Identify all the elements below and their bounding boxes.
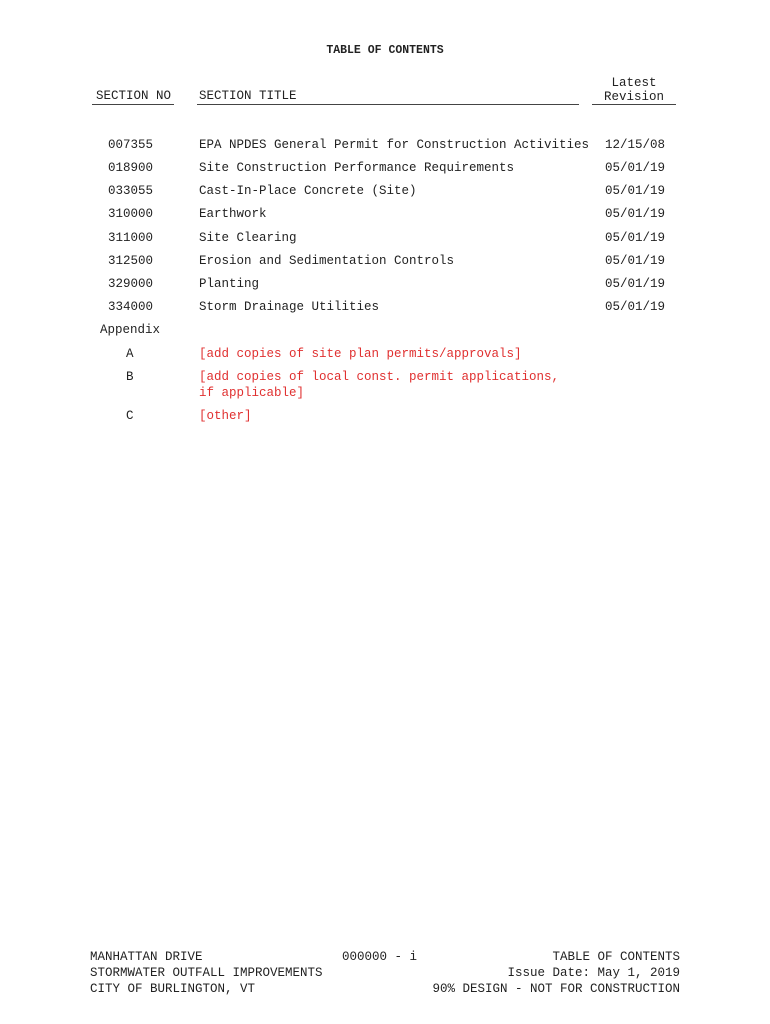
footer-left: [90, 950, 323, 997]
section-revision: 05/01/19: [605, 207, 666, 221]
section-title: Storm Drainage Utilities: [199, 300, 380, 314]
header-underline-section-no: [92, 104, 174, 105]
footer-project-name: MANHATTAN DRIVE: [90, 950, 203, 964]
table-row: [0, 277, 770, 295]
footer-section-name: TABLE OF CONTENTS: [552, 950, 680, 964]
section-code: 334000: [108, 300, 154, 314]
appendix-letter: A: [126, 347, 134, 361]
section-revision: 05/01/19: [605, 254, 666, 268]
table-row: [0, 207, 770, 225]
section-revision: 05/01/19: [605, 184, 666, 198]
section-revision: 12/15/08: [605, 138, 666, 152]
appendix-letter: C: [126, 409, 134, 423]
header-section-no: SECTION NO: [96, 89, 172, 103]
table-row: [0, 300, 770, 318]
table-row: [0, 138, 770, 156]
appendix-heading: Appendix: [100, 323, 161, 337]
footer-design-status: 90% DESIGN - NOT FOR CONSTRUCTION: [432, 981, 680, 996]
section-title: Erosion and Sedimentation Controls: [199, 254, 455, 268]
header-underline-revision: [592, 104, 676, 105]
table-row: [0, 184, 770, 202]
section-revision: 05/01/19: [605, 277, 666, 291]
table-row: [0, 254, 770, 272]
section-title: Planting: [199, 277, 260, 291]
section-code: 329000: [108, 277, 154, 291]
footer-location: CITY OF BURLINGTON, VT: [90, 981, 256, 996]
section-revision: 05/01/19: [605, 161, 666, 175]
section-code: 018900: [108, 161, 154, 175]
footer-issue-date: Issue Date: May 1, 2019: [507, 965, 680, 980]
section-revision: 05/01/19: [605, 300, 666, 314]
section-title: EPA NPDES General Permit for Construction Activities: [199, 138, 590, 152]
section-title: Site Construction Performance Requirements: [199, 161, 515, 175]
table-row: [0, 231, 770, 249]
section-title: Cast-In-Place Concrete (Site): [199, 184, 417, 198]
footer-right: [432, 950, 680, 997]
section-code: 007355: [108, 138, 154, 152]
header-latest-revision: Latest Revision: [603, 76, 664, 104]
header-section-title: SECTION TITLE: [199, 89, 297, 103]
header-underline-section-title: [197, 104, 579, 105]
section-title: Earthwork: [199, 207, 267, 221]
appendix-text: [add copies of site plan permits/approvals]: [199, 347, 522, 361]
section-revision: 05/01/19: [605, 231, 666, 245]
appendix-letter: B: [126, 370, 134, 384]
appendix-text: [add copies of local const. permit applications, if applicable]: [199, 370, 560, 400]
appendix-text: [other]: [199, 409, 252, 423]
section-code: 310000: [108, 207, 154, 221]
section-title: Site Clearing: [199, 231, 297, 245]
section-code: 311000: [108, 231, 154, 245]
footer-page-number: 000000 - i: [342, 950, 418, 964]
footer-project-subtitle: STORMWATER OUTFALL IMPROVEMENTS: [90, 965, 323, 980]
table-row: [0, 161, 770, 179]
section-code: 312500: [108, 254, 154, 268]
document-title: TABLE OF CONTENTS: [326, 44, 444, 57]
section-code: 033055: [108, 184, 154, 198]
